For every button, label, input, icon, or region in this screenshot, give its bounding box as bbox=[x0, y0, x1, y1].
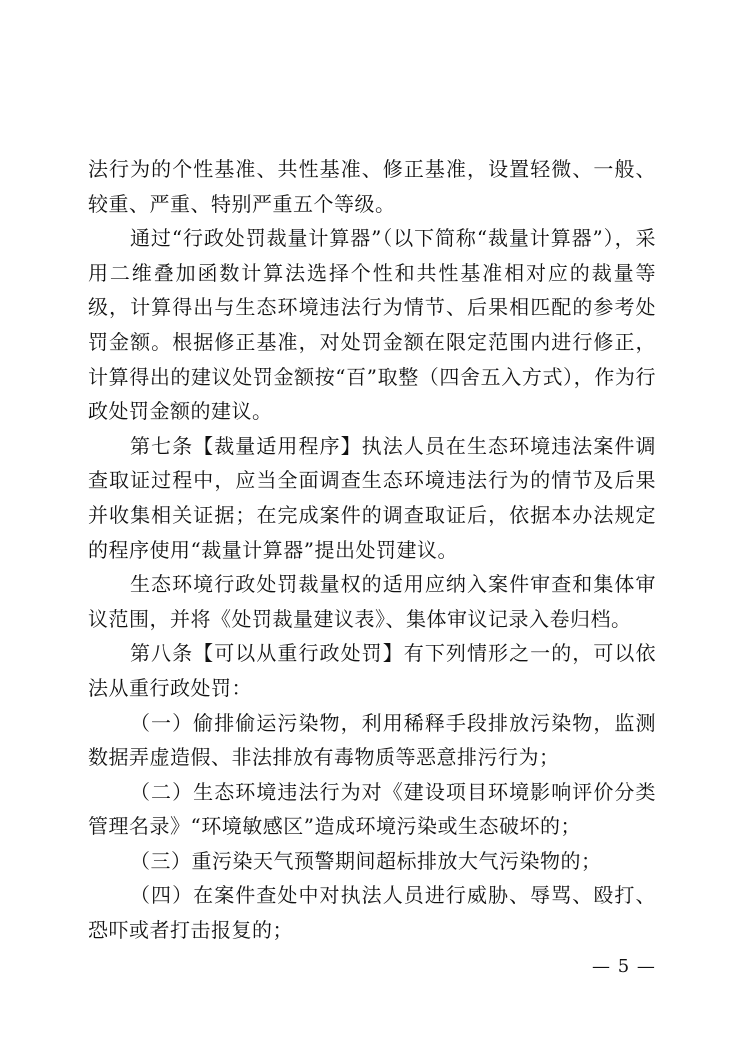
paragraph-collective-review: 生态环境行政处罚裁量权的适用应纳入案件审查和集体审议范围，并将《处罚裁量建议表》、集体审议记录入卷归档。 bbox=[88, 572, 656, 631]
list-item-3: （三）重污染天气预警期间超标排放大气污染物的； bbox=[130, 848, 602, 873]
list-item-4: （四）在案件查处中对执法人员进行威胁、辱骂、殴打、恐吓或者打击报复的； bbox=[88, 883, 656, 943]
page-number: — 5 — bbox=[592, 956, 656, 977]
document-body bbox=[88, 152, 656, 948]
paragraph-calculator: 通过“行政处罚裁量计算器”（以下简称“裁量计算器”），采用二维叠加函数计算法选择个性和共性基准相对应的裁量等级，计算得出与生态环境违法行为情节、后果相匹配的参考处罚金额。根据修正基准，对处罚金额在限定范围内进行修正，计算得出的建议处罚金额按“百”取整（四舍五入方式），作为行政处罚金额的建议。 bbox=[88, 226, 656, 424]
paragraph-article-7: 第七条【裁量适用程序】执法人员在生态环境违法案件调查取证过程中，应当全面调查生态环境违法行为的情节及后果并收集相关证据；在完成案件的调查取证后，依据本办法规定的程序使用“裁量计算器”提出处罚建议。 bbox=[88, 433, 656, 562]
paragraph-continuation: 法行为的个性基准、共性基准、修正基准，设置轻微、一般、较重、严重、特别严重五个等级。 bbox=[88, 157, 656, 216]
list-item-1: （一）偷排偷运污染物，利用稀释手段排放污染物，监测数据弄虚造假、非法排放有毒物质等恶意排污行为； bbox=[88, 710, 656, 770]
paragraph-article-8: 第八条【可以从重行政处罚】有下列情形之一的，可以依法从重行政处罚： bbox=[88, 641, 656, 700]
list-item-2: （二）生态环境违法行为对《建设项目环境影响评价分类管理名录》“环境敏感区”造成环境污染或生态破坏的； bbox=[88, 779, 656, 839]
